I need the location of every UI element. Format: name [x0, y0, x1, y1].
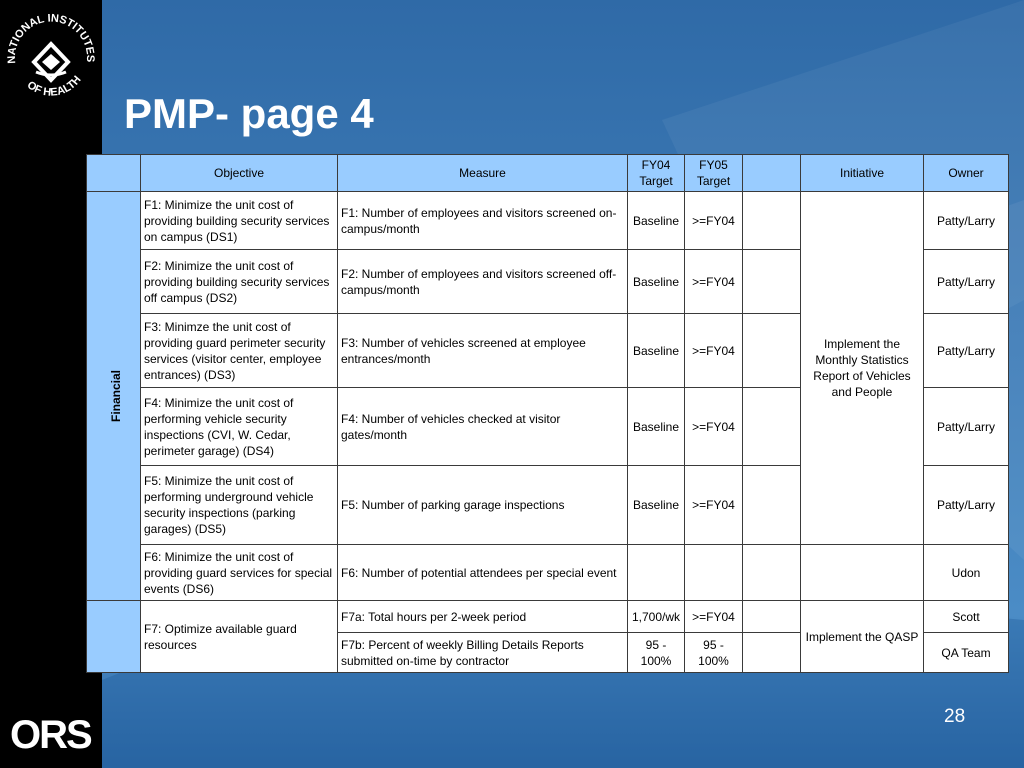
measure-cell: F3: Number of vehicles screened at employee entrances/month	[338, 314, 628, 388]
owner-cell: Udon	[924, 545, 1009, 601]
svg-text:NATIONAL INSTITUTES: NATIONAL INSTITUTES	[5, 12, 97, 64]
fy05-cell: >=FY04	[685, 388, 743, 466]
blank-cell	[743, 601, 801, 633]
fy05-cell: >=FY04	[685, 601, 743, 633]
blank-cell	[743, 250, 801, 314]
header-fy05-target: FY05 Target	[685, 155, 743, 192]
perspective-financial	[87, 192, 141, 601]
slide-title: PMP- page 4	[124, 90, 374, 137]
nih-logo	[4, 4, 98, 122]
objective-cell: F3: Minimze the unit cost of providing guard perimeter security services (visitor center, employee entrances) (DS3)	[141, 314, 338, 388]
header-blank	[743, 155, 801, 192]
fy04-cell: Baseline	[628, 314, 685, 388]
measure-cell: F5: Number of parking garage inspections	[338, 466, 628, 545]
table-row	[87, 545, 1009, 601]
blank-cell	[743, 314, 801, 388]
table-row	[87, 601, 1009, 633]
objective-cell: F1: Minimize the unit cost of providing building security services on campus (DS1)	[141, 192, 338, 250]
header-objective: Objective	[141, 155, 338, 192]
measure-cell: F1: Number of employees and visitors screened on-campus/month	[338, 192, 628, 250]
measure-cell: F4: Number of vehicles checked at visitor gates/month	[338, 388, 628, 466]
fy04-cell: Baseline	[628, 388, 685, 466]
owner-cell: Patty/Larry	[924, 192, 1009, 250]
fy05-cell	[685, 545, 743, 601]
perspective-label: Financial	[109, 369, 124, 423]
objective-cell: F5: Minimize the unit cost of performing underground vehicle security inspections (parking garages) (DS5)	[141, 466, 338, 545]
pmp-table	[86, 154, 1009, 673]
measure-cell: F7b: Percent of weekly Billing Details Reports submitted on-time by contractor	[338, 633, 628, 673]
blank-cell	[743, 192, 801, 250]
blank-cell	[743, 633, 801, 673]
blank-cell	[743, 545, 801, 601]
ors-logo: ORS	[10, 713, 91, 757]
table-row	[87, 192, 1009, 250]
measure-cell: F6: Number of potential attendees per special event	[338, 545, 628, 601]
objective-cell: F7: Optimize available guard resources	[141, 601, 338, 673]
fy05-cell: >=FY04	[685, 192, 743, 250]
header-owner: Owner	[924, 155, 1009, 192]
page-number: 28	[944, 706, 966, 727]
objective-cell: F2: Minimize the unit cost of providing building security services off campus (DS2)	[141, 250, 338, 314]
header-measure: Measure	[338, 155, 628, 192]
initiative-cell: Implement the QASP	[801, 601, 924, 673]
fy04-cell: Baseline	[628, 250, 685, 314]
fy04-cell: 1,700/wk	[628, 601, 685, 633]
owner-cell: Patty/Larry	[924, 466, 1009, 545]
owner-cell: Patty/Larry	[924, 388, 1009, 466]
fy05-cell: 95 - 100%	[685, 633, 743, 673]
initiative-cell-empty	[801, 545, 924, 601]
initiative-cell: Implement the Monthly Statistics Report of Vehicles and People	[801, 192, 924, 545]
owner-cell: Patty/Larry	[924, 314, 1009, 388]
svg-text:OF HEALTH: OF HEALTH	[24, 73, 84, 99]
fy04-cell	[628, 545, 685, 601]
header-row	[87, 155, 1009, 192]
fy04-cell: Baseline	[628, 466, 685, 545]
owner-cell: Patty/Larry	[924, 250, 1009, 314]
blank-cell	[743, 466, 801, 545]
measure-cell: F7a: Total hours per 2-week period	[338, 601, 628, 633]
objective-cell: F6: Minimize the unit cost of providing guard services for special events (DS6)	[141, 545, 338, 601]
fy04-cell: Baseline	[628, 192, 685, 250]
measure-cell: F2: Number of employees and visitors screened off-campus/month	[338, 250, 628, 314]
header-perspective	[87, 155, 141, 192]
fy05-cell: >=FY04	[685, 314, 743, 388]
owner-cell: QA Team	[924, 633, 1009, 673]
blank-cell	[743, 388, 801, 466]
fy05-cell: >=FY04	[685, 466, 743, 545]
fy05-cell: >=FY04	[685, 250, 743, 314]
objective-cell: F4: Minimize the unit cost of performing vehicle security inspections (CVI, W. Cedar, perimeter garage) (DS4)	[141, 388, 338, 466]
header-fy04-target: FY04 Target	[628, 155, 685, 192]
fy04-cell: 95 - 100%	[628, 633, 685, 673]
perspective-blank	[87, 601, 141, 673]
header-initiative: Initiative	[801, 155, 924, 192]
owner-cell: Scott	[924, 601, 1009, 633]
